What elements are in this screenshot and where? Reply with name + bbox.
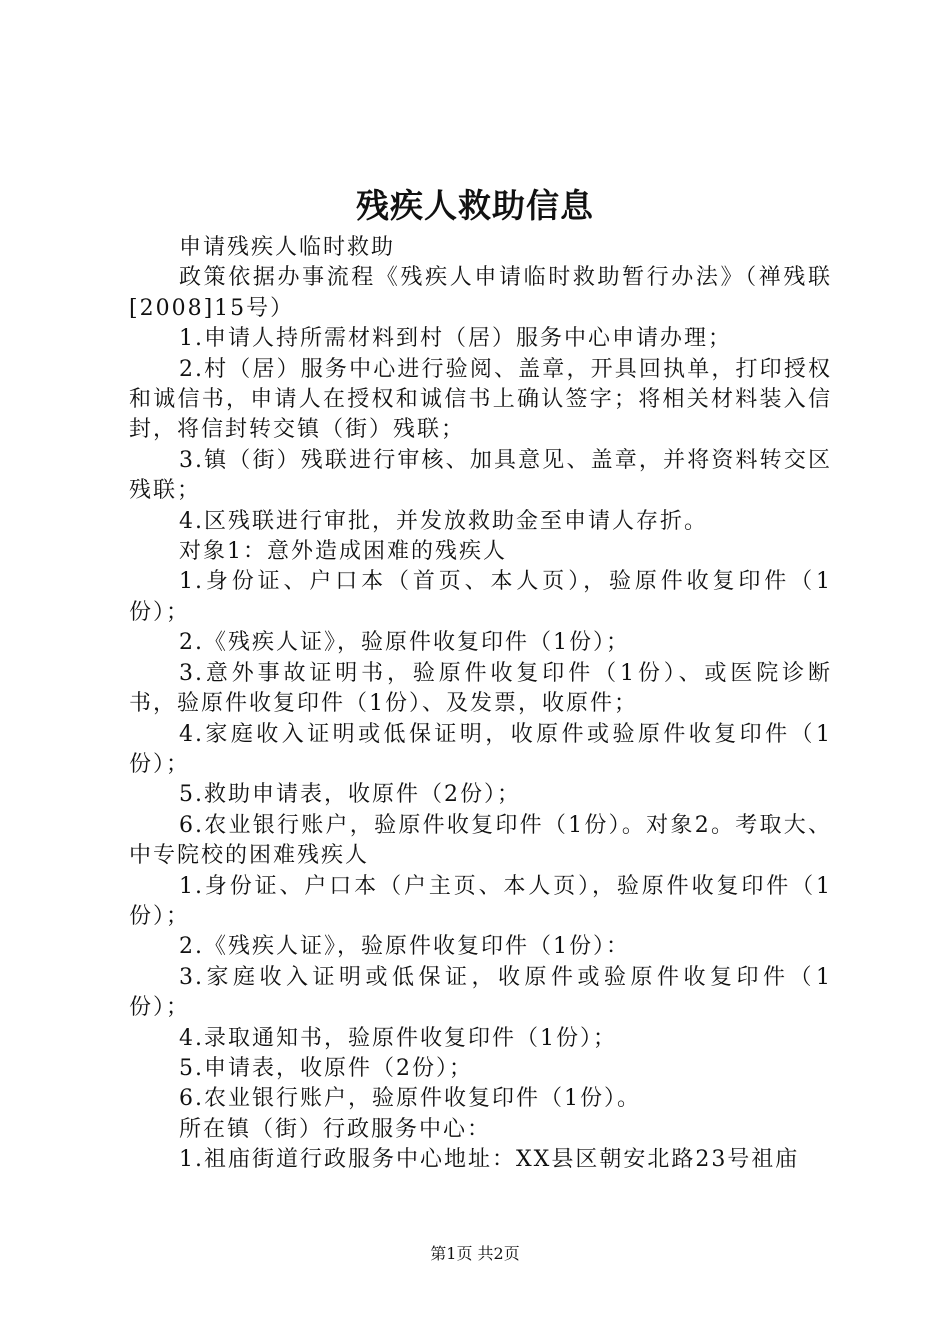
paragraph: 2.村（居）服务中心进行验阅、盖章，开具回执单，打印授权和诚信书，申请人在授权和诚信书上确认签字；将相关材料装入信封，将信封转交镇（街）残联； <box>129 356 832 443</box>
paragraph: 3.家庭收入证明或低保证，收原件或验原件收复印件（1份）； <box>129 964 832 1021</box>
paragraph: 3.意外事故证明书，验原件收复印件（1份）、或医院诊断书，验原件收复印件（1份）、及发票，收原件； <box>129 660 832 717</box>
paragraph: 2.《残疾人证》，验原件收复印件（1份）； <box>179 630 630 656</box>
document-body <box>129 233 832 1176</box>
paragraph: 5.救助申请表，收原件（2份）； <box>179 782 521 808</box>
paragraph: 6.农业银行账户，验原件收复印件（1份）。对象2。考取大、中专院校的困难残疾人 <box>129 812 832 869</box>
paragraph: 1.申请人持所需材料到村（居）服务中心申请办理； <box>179 326 732 352</box>
paragraph: 5.申请表，收原件（2份）； <box>179 1055 473 1081</box>
document-title: 残疾人救助信息 <box>356 186 594 225</box>
paragraph: 对象1：意外造成困难的残疾人 <box>179 539 507 565</box>
paragraph: 所在镇（街）行政服务中心： <box>179 1116 492 1142</box>
paragraph: 6.农业银行账户，验原件收复印件（1份）。 <box>179 1086 641 1112</box>
paragraph: 政策依据办事流程《残疾人申请临时救助暂行办法》（禅残联[2008]15号） <box>129 265 832 321</box>
paragraph: 4.区残联进行审批，并发放救助金至申请人存折。 <box>179 508 708 534</box>
paragraph: 2.《残疾人证》，验原件收复印件（1份）： <box>179 934 630 960</box>
paragraph: 申请残疾人临时救助 <box>179 235 396 260</box>
paragraph: 4.录取通知书，验原件收复印件（1份）； <box>179 1025 617 1051</box>
paragraph: 1.祖庙街道行政服务中心地址：XX县区朝安北路23号祖庙 <box>179 1147 800 1173</box>
paragraph: 3.镇（街）残联进行审核、加具意见、盖章，并将资料转交区残联； <box>129 447 832 504</box>
paragraph: 1.身份证、户口本（首页、本人页），验原件收复印件（1份）； <box>129 569 832 625</box>
paragraph: 1.身份证、户口本（户主页、本人页），验原件收复印件（1份）； <box>129 873 832 929</box>
paragraph: 4.家庭收入证明或低保证明，收原件或验原件收复印件（1份）； <box>129 721 832 777</box>
page-footer: 第1页 共2页 <box>430 1244 520 1263</box>
